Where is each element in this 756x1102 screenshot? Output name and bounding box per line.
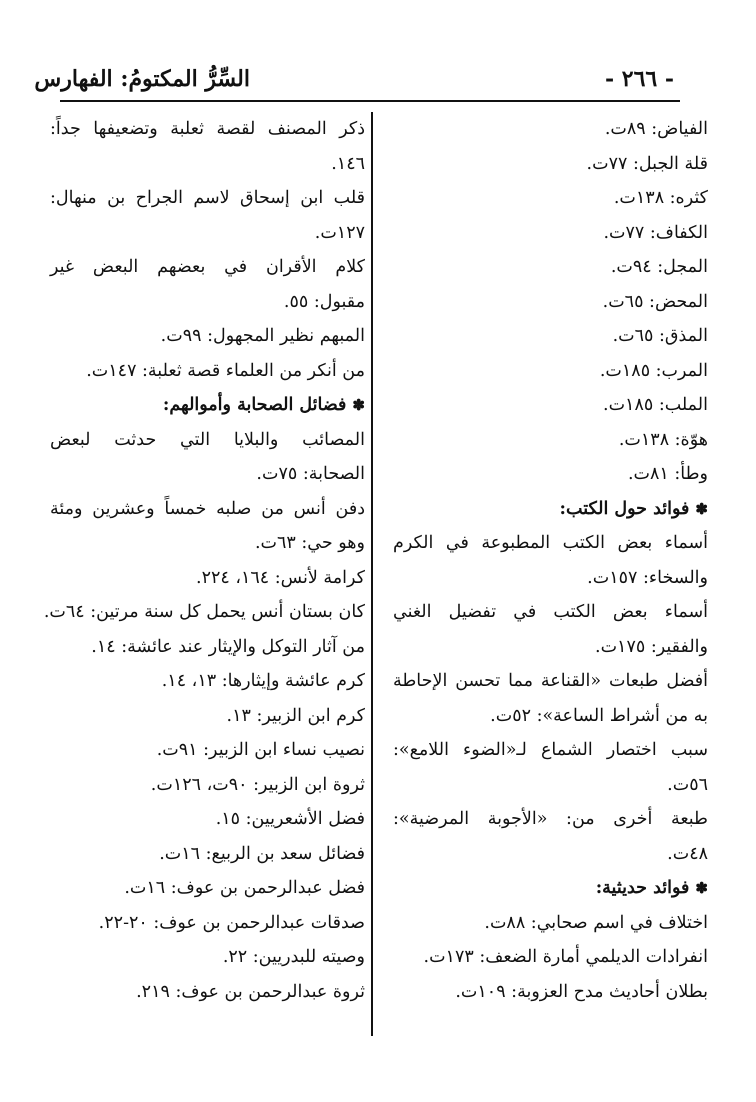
entry-text: كلام الأقران في بعضهم البعض غير bbox=[50, 257, 365, 277]
index-entry bbox=[393, 319, 708, 354]
entry-text: كرامة لأنس: ١٦٤، ٢٢٤. bbox=[196, 567, 365, 588]
index-entry bbox=[50, 699, 365, 734]
index-entry bbox=[50, 802, 365, 837]
entry-text: سبب اختصار الشماع لـ«الضوء اللامع»: bbox=[393, 740, 708, 760]
entry-text: المجل: ٩٤ت. bbox=[610, 257, 708, 277]
index-entry bbox=[393, 354, 708, 389]
index-entry bbox=[393, 802, 708, 837]
index-entry bbox=[393, 768, 708, 803]
entry-text: ٥٦ت. bbox=[667, 774, 708, 795]
index-entry bbox=[393, 457, 708, 492]
index-entry bbox=[393, 561, 708, 596]
index-entry bbox=[50, 871, 365, 906]
index-entry bbox=[393, 216, 708, 251]
entry-text: قلة الجبل: ٧٧ت. bbox=[586, 153, 708, 174]
index-entry bbox=[50, 216, 365, 251]
entry-text: ثروة عبدالرحمن بن عوف: ٢١٩. bbox=[136, 981, 365, 1002]
index-entry bbox=[393, 526, 708, 561]
entry-text: فضل الأشعريين: ١٥. bbox=[215, 809, 365, 829]
index-entry bbox=[50, 319, 365, 354]
index-entry bbox=[50, 285, 365, 320]
index-entry bbox=[50, 181, 365, 216]
index-entry bbox=[393, 664, 708, 699]
entry-text: طبعة أخرى من: «الأجوبة المرضية»: bbox=[393, 809, 708, 829]
entry-text: بطلان أحاديث مدح العزوبة: ١٠٩ت. bbox=[455, 981, 708, 1002]
entry-text: أسماء بعض الكتب في تفضيل الغني bbox=[393, 602, 708, 622]
index-entry bbox=[50, 561, 365, 596]
index-column-left bbox=[43, 112, 365, 1009]
index-entry bbox=[393, 630, 708, 665]
bullet-icon: ✽ bbox=[695, 879, 708, 897]
entry-text: فضائل الصحابة وأموالهم: bbox=[162, 395, 347, 415]
page-header bbox=[34, 66, 680, 102]
entry-text: ذكر المصنف لقصة ثعلبة وتضعيفها جداً: bbox=[50, 119, 365, 139]
section-heading bbox=[50, 388, 365, 423]
entry-text: الكفاف: ٧٧ت. bbox=[603, 222, 708, 243]
entry-text: المصائب والبلايا التي حدثت لبعض bbox=[50, 429, 365, 450]
index-entry bbox=[50, 733, 365, 768]
entry-text: المحض: ٦٥ت. bbox=[602, 291, 708, 312]
index-entry bbox=[50, 768, 365, 803]
index-entry bbox=[393, 906, 708, 941]
section-heading bbox=[393, 492, 708, 527]
entry-text: وصيته للبدريين: ٢٢. bbox=[222, 947, 365, 967]
entry-text: نصيب نساء ابن الزبير: ٩١ت. bbox=[156, 740, 365, 760]
entry-text: صدقات عبدالرحمن بن عوف: ٢٠-٢٢. bbox=[98, 912, 365, 933]
index-entry bbox=[393, 699, 708, 734]
entry-text: المرب: ١٨٥ت. bbox=[599, 360, 708, 381]
index-entry bbox=[50, 492, 365, 527]
bullet-icon: ✽ bbox=[352, 396, 365, 414]
index-entry bbox=[393, 250, 708, 285]
index-entry bbox=[393, 285, 708, 320]
column-divider bbox=[371, 112, 373, 1036]
entry-text: أفضل طبعات «القناعة مما تحسن الإحاطة bbox=[393, 671, 708, 691]
index-entry bbox=[50, 354, 365, 389]
entry-text: فضائل سعد بن الربيع: ١٦ت. bbox=[159, 843, 365, 864]
index-entry bbox=[50, 906, 365, 941]
index-entry bbox=[393, 940, 708, 975]
index-entry bbox=[393, 837, 708, 872]
section-heading bbox=[393, 871, 708, 906]
running-title: السِّرُّ المكتومُ: الفهارس bbox=[34, 66, 250, 92]
index-entry bbox=[50, 526, 365, 561]
entry-text: قلب ابن إسحاق لاسم الجراح بن منهال: bbox=[50, 188, 365, 208]
entry-text: كرم ابن الزبير: ١٣. bbox=[226, 705, 365, 726]
index-entry bbox=[50, 250, 365, 285]
entry-text: هوّة: ١٣٨ت. bbox=[618, 429, 708, 450]
entry-text: فوائد حول الكتب: bbox=[559, 498, 690, 519]
entry-text: كثره: ١٣٨ت. bbox=[613, 188, 708, 208]
page-number: - ٢٦٦ - bbox=[604, 66, 674, 92]
entry-text: فوائد حديثية: bbox=[595, 878, 690, 898]
index-entry bbox=[393, 975, 708, 1010]
index-entry bbox=[393, 733, 708, 768]
index-entry bbox=[50, 940, 365, 975]
entry-text: المبهم نظير المجهول: ٩٩ت. bbox=[160, 326, 365, 346]
entry-text: ١٢٧ت. bbox=[314, 222, 365, 243]
entry-text: من أنكر من العلماء قصة ثعلبة: ١٤٧ت. bbox=[86, 360, 365, 381]
entry-text: أسماء بعض الكتب المطبوعة في الكرم bbox=[393, 533, 708, 553]
entry-text: المذق: ٦٥ت. bbox=[612, 326, 708, 346]
entry-text: فضل عبدالرحمن بن عوف: ١٦ت. bbox=[124, 878, 365, 898]
index-entry bbox=[393, 181, 708, 216]
entry-text: دفن أنس من صلبه خمساً وعشرين ومئة bbox=[50, 498, 365, 519]
entry-text: ١٤٦. bbox=[331, 153, 365, 174]
index-entry bbox=[393, 595, 708, 630]
index-entry bbox=[50, 630, 365, 665]
index-entry bbox=[50, 147, 365, 182]
entry-text: انفرادات الديلمي أمارة الضعف: ١٧٣ت. bbox=[423, 947, 708, 967]
index-entry bbox=[43, 595, 365, 630]
entry-text: به من أشراط الساعة»: ٥٢ت. bbox=[490, 705, 708, 726]
index-entry bbox=[50, 112, 365, 147]
bullet-icon: ✽ bbox=[695, 499, 708, 518]
index-column-right bbox=[393, 112, 708, 1009]
index-entry bbox=[50, 837, 365, 872]
entry-text: الملب: ١٨٥ت. bbox=[603, 395, 708, 415]
entry-text: ثروة ابن الزبير: ٩٠ت، ١٢٦ت. bbox=[150, 774, 365, 795]
entry-text: من آثار التوكل والإيثار عند عائشة: ١٤. bbox=[91, 636, 365, 657]
index-entry bbox=[393, 112, 708, 147]
entry-text: الفياض: ٨٩ت. bbox=[604, 119, 708, 139]
entry-text: ٤٨ت. bbox=[667, 843, 708, 864]
index-entry bbox=[393, 423, 708, 458]
index-entry bbox=[393, 388, 708, 423]
entry-text: والسخاء: ١٥٧ت. bbox=[587, 567, 708, 588]
entry-text: كرم عائشة وإيثارها: ١٣، ١٤. bbox=[161, 671, 365, 691]
entry-text: وطأ: ٨١ت. bbox=[627, 464, 708, 484]
entry-text: وهو حي: ٦٣ت. bbox=[254, 533, 365, 553]
index-entry bbox=[50, 664, 365, 699]
index-entry bbox=[393, 147, 708, 182]
entry-text: الصحابة: ٧٥ت. bbox=[256, 464, 365, 484]
index-entry bbox=[50, 457, 365, 492]
entry-text: اختلاف في اسم صحابي: ٨٨ت. bbox=[484, 912, 708, 933]
entry-text: والفقير: ١٧٥ت. bbox=[595, 636, 708, 657]
entry-text: مقبول: ٥٥. bbox=[283, 291, 365, 312]
index-entry bbox=[50, 975, 365, 1010]
entry-text: كان بستان أنس يحمل كل سنة مرتين: ٦٤ت. bbox=[43, 602, 365, 622]
index-entry bbox=[50, 423, 365, 458]
